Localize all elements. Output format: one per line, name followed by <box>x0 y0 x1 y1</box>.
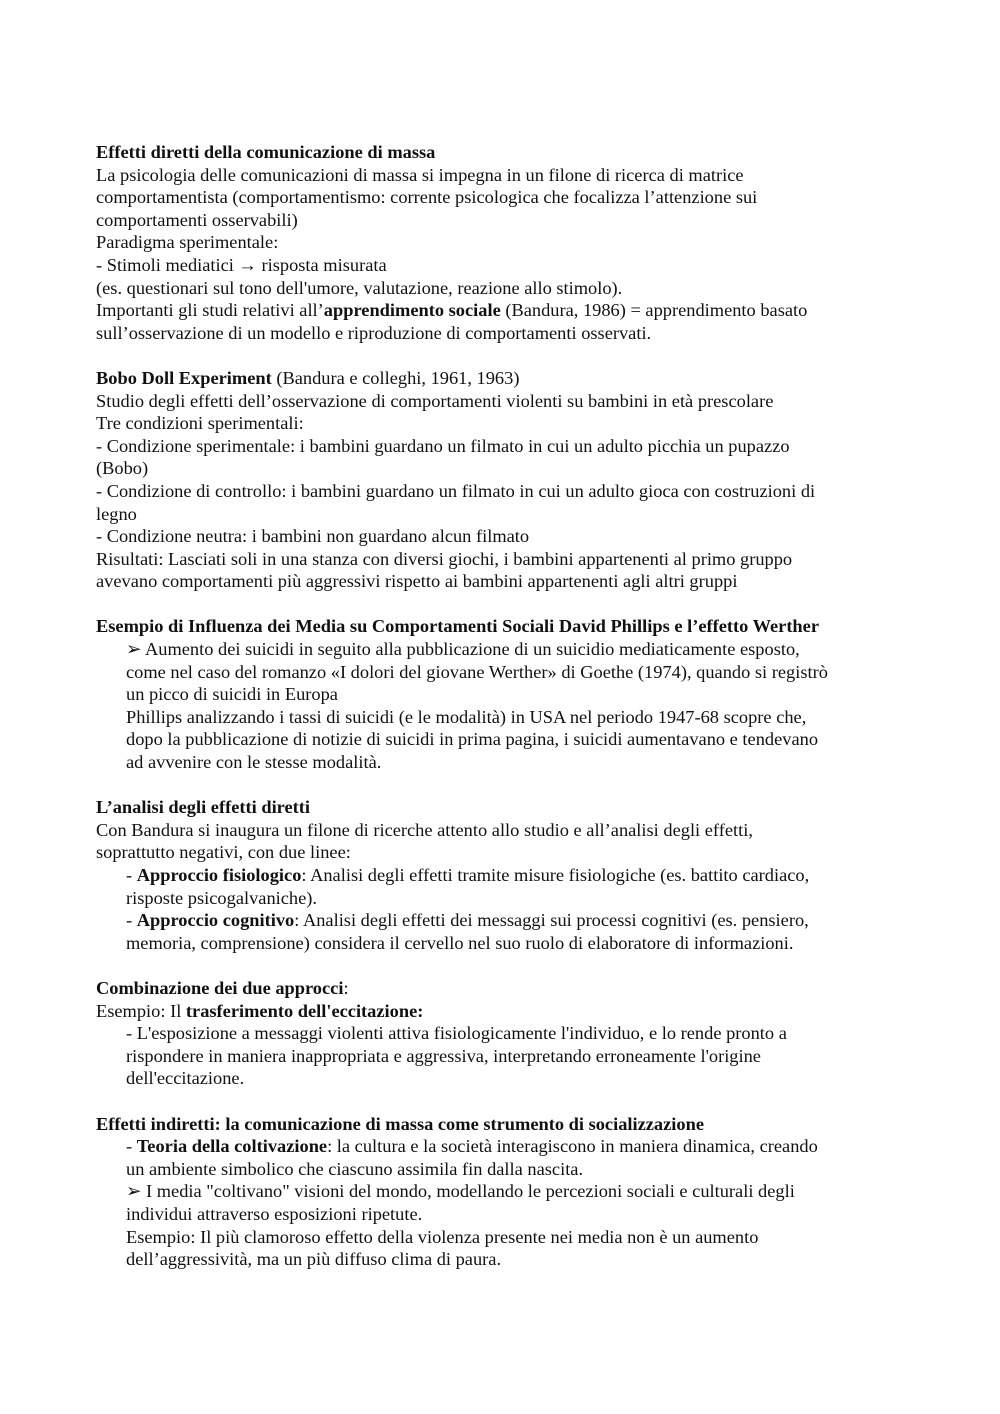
paragraph-line: - Approccio cognitivo: Analisi degli effetti dei messaggi sui processi cognitivi (es. pensiero, <box>126 910 809 931</box>
section-title: Esempio di Influenza dei Media su Comportamenti Sociali David Phillips e l’effetto Werther <box>96 616 819 637</box>
paragraph-line: risposte psicogalvaniche). <box>126 887 318 908</box>
document-page <box>96 141 916 1271</box>
paragraph-line: - Teoria della coltivazione: la cultura e la società interagiscono in maniera dinamica, creando <box>126 1136 818 1157</box>
paragraph-line: comportamentista (comportamentismo: corrente psicologica che focalizza l’attenzione sui <box>96 187 758 208</box>
section-combinazione <box>96 977 916 1090</box>
paragraph-line: - Condizione neutra: i bambini non guardano alcun filmato <box>96 526 530 547</box>
paragraph-line: dopo la pubblicazione di notizie di suicidi in prima pagina, i suicidi aumentavano e tendevano <box>126 729 819 750</box>
paragraph-line: (Bobo) <box>96 458 149 479</box>
paragraph-line: Phillips analizzando i tassi di suicidi (e le modalità) in USA nel periodo 1947-68 scopre che, <box>126 706 807 727</box>
paragraph-line: Studio degli effetti dell’osservazione di comportamenti violenti su bambini in età prescolare <box>96 390 774 411</box>
paragraph-line: Con Bandura si inaugura un filone di ricerche attento allo studio e all’analisi degli effetti, <box>96 819 753 840</box>
section-title: Effetti diretti della comunicazione di massa <box>96 142 436 162</box>
paragraph-line: un picco di suicidi in Europa <box>126 684 338 705</box>
paragraph-line: comportamenti osservabili) <box>96 209 298 230</box>
paragraph-line: ad avvenire con le stesse modalità. <box>126 752 382 773</box>
paragraph-line: dell’aggressività, ma un più diffuso clima di paura. <box>126 1249 502 1270</box>
paragraph-line: avevano comportamenti più aggressivi rispetto ai bambini appartenenti agli altri gruppi <box>96 571 738 592</box>
paragraph-line: (es. questionari sul tono dell'umore, valutazione, reazione allo stimolo). <box>96 277 623 298</box>
paragraph-line: ➢ Aumento dei suicidi in seguito alla pubblicazione di un suicidio mediaticamente esposto, <box>126 639 800 660</box>
spacer <box>96 593 916 616</box>
paragraph-line: dell'eccitazione. <box>126 1068 245 1089</box>
paragraph-line: Risultati: Lasciati soli in una stanza con diversi giochi, i bambini appartenenti al primo gruppo <box>96 548 793 569</box>
paragraph-line: Paradigma sperimentale: <box>96 232 279 253</box>
section-bobo-doll <box>96 367 916 593</box>
paragraph-line: - Approccio fisiologico: Analisi degli effetti tramite misure fisiologiche (es. battito cardiaco, <box>126 865 810 885</box>
section-title: L’analisi degli effetti diretti <box>96 797 311 818</box>
section-effetto-werther <box>96 615 916 773</box>
paragraph-line: Esempio: Il più clamoroso effetto della violenza presente nei media non è un aumento <box>126 1226 759 1247</box>
paragraph-line: Esempio: Il trasferimento dell'eccitazione: <box>96 1000 424 1021</box>
section-effetti-diretti <box>96 141 916 344</box>
paragraph-line: individui attraverso esposizioni ripetute. <box>126 1203 423 1224</box>
spacer <box>96 344 916 367</box>
paragraph-line: come nel caso del romanzo «I dolori del giovane Werther» di Goethe (1974), quando si registrò <box>126 661 828 682</box>
section-title: Effetti indiretti: la comunicazione di massa come strumento di socializzazione <box>96 1113 704 1134</box>
section-title: Combinazione dei due approcci: <box>96 977 349 998</box>
paragraph-line: soprattutto negativi, con due linee: <box>96 842 351 863</box>
paragraph-line: un ambiente simbolico che ciascuno assimila fin dalla nascita. <box>126 1158 584 1179</box>
paragraph-line: Importanti gli studi relativi all’apprendimento sociale (Bandura, 1986) = apprendimento basato <box>96 300 808 321</box>
paragraph-line: La psicologia delle comunicazioni di massa si impegna in un filone di ricerca di matrice <box>96 164 744 185</box>
spacer <box>96 1090 916 1113</box>
paragraph-line: - Condizione sperimentale: i bambini guardano un filmato in cui un adulto picchia un pupazzo <box>96 435 790 456</box>
paragraph-line: - Stimoli mediatici → risposta misurata <box>96 254 387 275</box>
section-title: Bobo Doll Experiment (Bandura e colleghi, 1961, 1963) <box>96 367 520 388</box>
paragraph-line: sull’osservazione di un modello e riproduzione di comportamenti osservati. <box>96 322 652 343</box>
paragraph-line: legno <box>96 503 137 524</box>
spacer <box>96 954 916 977</box>
paragraph-line: ➢ I media "coltivano" visioni del mondo, modellando le percezioni sociali e culturali degli <box>126 1181 795 1202</box>
paragraph-line: rispondere in maniera inappropriata e aggressiva, interpretando erroneamente l'origine <box>126 1045 761 1066</box>
paragraph-line: Tre condizioni sperimentali: <box>96 413 304 434</box>
paragraph-line: memoria, comprensione) considera il cervello nel suo ruolo di elaboratore di informazioni. <box>126 932 794 953</box>
section-effetti-indiretti <box>96 1113 916 1271</box>
section-analisi-effetti <box>96 796 916 954</box>
paragraph-line: - Condizione di controllo: i bambini guardano un filmato in cui un adulto gioca con costruzioni di <box>96 480 816 501</box>
paragraph-line: - L'esposizione a messaggi violenti attiva fisiologicamente l'individuo, e lo rende pronto a <box>126 1023 787 1044</box>
spacer <box>96 774 916 797</box>
